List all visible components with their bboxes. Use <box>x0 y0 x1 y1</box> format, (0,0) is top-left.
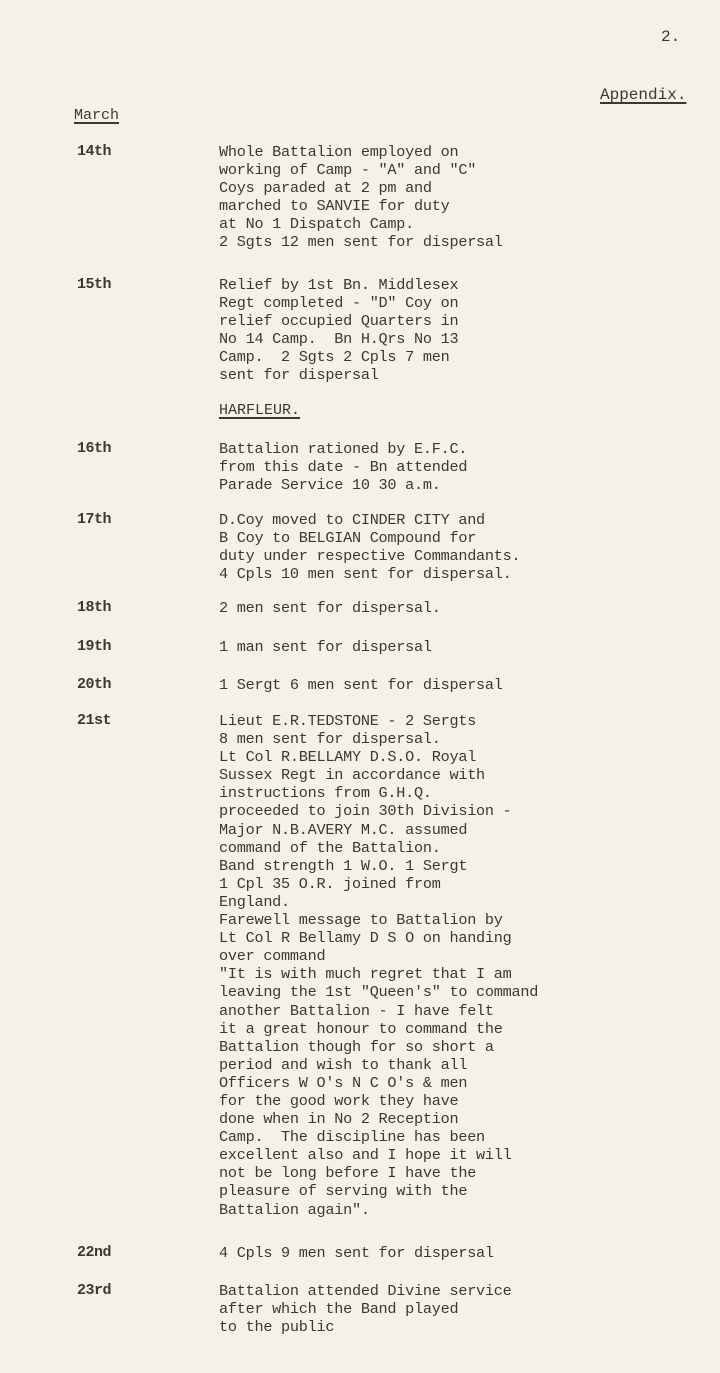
entry-date: 22nd <box>77 1244 112 1261</box>
entry-line: duty under respective Commandants. <box>219 547 521 566</box>
entry-text <box>219 511 520 583</box>
entry-line: Parade Service 10 30 a.m. <box>219 476 441 495</box>
entry-line: 1 man sent for dispersal <box>219 638 432 656</box>
entry-line: after which the Band played <box>219 1300 459 1319</box>
entry-line: "It is with much regret that I am <box>219 965 512 984</box>
entry-line: Officers W O's N C O's & men <box>219 1073 468 1092</box>
entry-line: Farewell message to Battalion by <box>219 911 503 930</box>
entry-text <box>219 1282 512 1336</box>
entry-line: not be long before I have the <box>219 1164 477 1183</box>
entry-text <box>219 143 503 252</box>
entry-line: pleasure of serving with the <box>219 1182 468 1201</box>
entry-line: Battalion though for so short a <box>219 1037 494 1056</box>
entry-date: 21st <box>77 712 112 729</box>
entry-line: Lieut E.R.TEDSTONE - 2 Sergts <box>219 712 477 730</box>
entry-line: Sussex Regt in accordance with <box>219 766 485 785</box>
entry-line: leaving the 1st "Queen's" to command <box>219 983 539 1002</box>
entry-line: No 14 Camp. Bn H.Qrs No 13 <box>219 330 459 349</box>
entry-line: 4 Cpls 10 men sent for dispersal. <box>219 565 512 584</box>
entry-text <box>219 1244 494 1262</box>
entry-line: 2 Sgts 12 men sent for dispersal <box>219 233 503 252</box>
entry-line: Band strength 1 W.O. 1 Sergt <box>219 856 468 875</box>
entry-line: to the public <box>219 1318 335 1337</box>
entry-date: 15th <box>77 276 112 293</box>
entry-text <box>219 276 458 385</box>
entry-line: Camp. The discipline has been <box>219 1128 485 1147</box>
entry-line: sent for dispersal <box>219 366 379 385</box>
location-heading: HARFLEUR. <box>219 402 301 419</box>
appendix-label: Appendix. <box>600 86 687 104</box>
entry-line: excellent also and I hope it will <box>219 1146 512 1165</box>
entry-text <box>219 638 432 656</box>
entry-date: 17th <box>77 511 112 528</box>
entry-line: Battalion attended Divine service <box>219 1282 512 1300</box>
entry-date: 18th <box>77 599 112 616</box>
entry-line: Battalion rationed by E.F.C. <box>219 440 468 458</box>
entry-line: over command <box>219 947 326 966</box>
entry-line: Whole Battalion employed on <box>219 143 459 161</box>
entry-text <box>219 599 441 617</box>
entry-line: proceeded to join 30th Division - <box>219 802 512 821</box>
entry-date: 14th <box>77 143 112 160</box>
entry-date: 23rd <box>77 1282 112 1299</box>
entry-line: D.Coy moved to CINDER CITY and <box>219 511 485 529</box>
entry-text <box>219 440 467 494</box>
entry-line: Coys paraded at 2 pm and <box>219 179 432 198</box>
entry-line: instructions from G.H.Q. <box>219 784 432 803</box>
month-heading: March <box>74 107 120 124</box>
entry-line: B Coy to BELGIAN Compound for <box>219 529 477 548</box>
entry-date: 20th <box>77 676 112 693</box>
entry-line: 8 men sent for dispersal. <box>219 730 441 749</box>
entry-line: relief occupied Quarters in <box>219 312 459 331</box>
entry-line: Lt Col R.BELLAMY D.S.O. Royal <box>219 748 477 767</box>
page-number: 2. <box>661 28 681 46</box>
entry-line: another Battalion - I have felt <box>219 1001 494 1020</box>
entry-line: Relief by 1st Bn. Middlesex <box>219 276 459 294</box>
entry-text <box>219 676 503 694</box>
entry-line: Regt completed - "D" Coy on <box>219 294 459 313</box>
entry-line: 1 Sergt 6 men sent for dispersal <box>219 676 503 694</box>
entry-line: from this date - Bn attended <box>219 458 468 477</box>
entry-line: at No 1 Dispatch Camp. <box>219 215 415 234</box>
entry-line: marched to SANVIE for duty <box>219 197 450 216</box>
entry-line: 4 Cpls 9 men sent for dispersal <box>219 1244 494 1262</box>
entry-line: Lt Col R Bellamy D S O on handing <box>219 929 512 948</box>
entry-line: Battalion again". <box>219 1200 370 1219</box>
entry-line: Camp. 2 Sgts 2 Cpls 7 men <box>219 348 450 367</box>
entry-line: 1 Cpl 35 O.R. joined from <box>219 874 441 893</box>
entry-text <box>219 712 538 1219</box>
entry-line: working of Camp - "A" and "C" <box>219 161 477 180</box>
entry-line: Major N.B.AVERY M.C. assumed <box>219 820 468 839</box>
entry-date: 16th <box>77 440 112 457</box>
entry-line: for the good work they have <box>219 1091 459 1110</box>
entry-line: England. <box>219 892 290 911</box>
entry-line: command of the Battalion. <box>219 838 441 857</box>
entry-line: done when in No 2 Reception <box>219 1110 459 1129</box>
entry-date: 19th <box>77 638 112 655</box>
entry-line: it a great honour to command the <box>219 1019 503 1038</box>
entry-line: 2 men sent for dispersal. <box>219 599 441 617</box>
entry-line: period and wish to thank all <box>219 1055 468 1074</box>
